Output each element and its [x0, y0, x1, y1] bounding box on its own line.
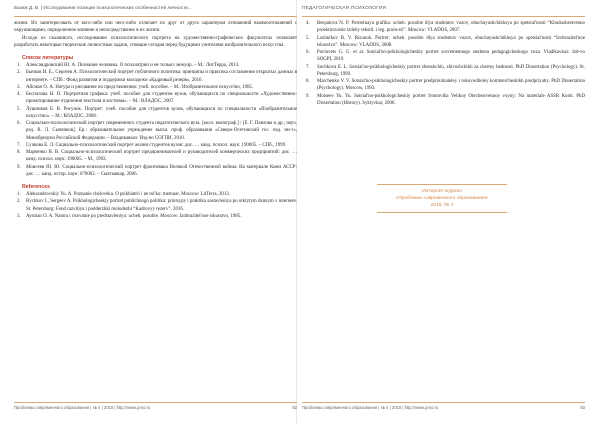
ref-item: 3. Айсман О. А. Натура и рисование по представлению: учеб. пособие. – М.: Изобразительное искусство, 1985.	[17, 84, 254, 90]
left-page-number: 82	[292, 405, 297, 410]
reference-item: 6. Pavlovets G. G. et al. Sotsial'no-psikhologicheskiy portret sovremennogo studenta pedagogicheskogo vuza. Vladikavkaz: Izd-vo SOGPI, 2010.	[306, 50, 585, 63]
references-list-continued	[302, 20, 585, 107]
ref-item: 9. Моисеев Ю. Ю. Социально-психологический портрет фронтовика Великой Отечественной войны: На материале Коми АССР: дис. … канд. истор. наук: 070002. – Сыктывкар, 2006.	[17, 164, 297, 177]
right-page-number: 83	[580, 405, 585, 410]
left-running-header: Базюк Д. В. | Исследование позиции психологических особенностей личности…	[14, 4, 297, 17]
ref-item: 2. Бычков И. Е., Сергеев А. Психологический портрет публичного политика: принципы и практика составления открытых данных в интернете. – СПб.: Фонд развития и поддержки молодежи «Кадровый резерв», 2016.	[17, 70, 297, 83]
right-footer-text: Проблемы современного образования | № 4 | 2018 | http://www.pmo.ru	[302, 405, 439, 410]
right-running-header: ПЕДАГОГИЧЕСКАЯ ПСИХОЛОГИЯ	[302, 4, 585, 17]
reference-item: 5. Lushnikov B. V. Risunok. Portret: ucheb. posobie dlya studentov vuzov, obuchayushchikhsya po spetsial'nosti “Izobrazitel'noe iskusstvo”. Moscow: VLADOS, 2008.	[306, 35, 585, 48]
journal-info-line-1: Интернет-журнал	[422, 189, 462, 194]
journal-info-line-3: 2018, № 4	[430, 203, 454, 208]
intro-paragraph-1: жизни. Их заинтересовать от кого-либо или чего-либо отличает их друг от друга характером отношений взаимоотношений с окружающими, определенное влияние и непосредственно в их жизни.	[14, 21, 297, 34]
reference-item: 8. Marchenko V. V. Sotsial'no-psikhologicheskiy portret predprinimateley i rukovoditeley kommercheskikh predpriyatiy. PhD Dissertation (Psychology). Moscow, 1993.	[306, 79, 585, 92]
ref-item: 7. Сучкова Е. Л. Социально-психологический портрет жизни студентов вузов: дис. … канд. психол. наук: 190005. – СПб., 1999.	[17, 142, 287, 148]
right-footer	[302, 402, 585, 413]
reference-item: 2. Bychkov I., Sergeev A. Psikhologicheskiy portret publichnogo politika: printsypy i praktika sostavleniya po otkrytym dannym v internete. St. Petersburg: Fond razvitiya i podderzhki molodezhi “Kadrovyy rezerv”, 2016.	[17, 199, 297, 212]
right-page	[302, 0, 585, 424]
left-footer	[14, 402, 297, 413]
references-section-title: References	[22, 184, 50, 190]
references-list	[14, 191, 297, 220]
intro-paragraph-2: Исходя из сказанного, исследованию психологического портрета на художественно-графических факультетах позволяет разработать некоторые творческие личностные задачи, стоящие сегодня перед будущими учителями изобразительного искусства.	[14, 35, 297, 48]
ref-item: 8. Марченко В. В. Социально-психологический портрет предпринимателей и руководителей коммерческих предприятий: дис. … канд. психол. наук: 190005. – М., 1993.	[17, 150, 297, 163]
left-page-body	[14, 20, 297, 220]
ref-item: 1. Александровский Ю. А. Познание человека. О психиатрии и не только: мемуар. – М.: ЛитТерра, 2013.	[17, 63, 240, 68]
right-page-body	[302, 20, 585, 107]
journal-info-box	[377, 184, 507, 213]
ref-item: 5. Лушников Б. В. Рисунок. Портрет: учеб. пособие для студентов вузов, обучающихся по специальности «Изобразительное искусство». – М.: ВЛАДОС, 2008.	[17, 106, 297, 119]
reference-item: 3. Aysman O. A. Natura i risovanie po predstavleniyu: ucheb. posobie. Moscow: Izobrazitel'noe iskusstvo, 1985.	[17, 213, 242, 219]
reference-item: 7. Suchkova E. L. Sotsial'no-psikhologicheskiy portret zhenshchin, zhivushchikh za chertoy bednosti. PhD Dissertation (Psychology). St. Petersburg, 1999.	[306, 64, 585, 77]
ref-item: 6. Социально-психологический портрет современного студента педагогического вуза. [колл. монограф.] / [Е. Г. Павлова и др.; науч. ред. В. Л. Сыченков]. Ер.: образовательное учреждение высш. проф. образования «Северо-Осетинский гос. пед. ин-т», Минобрнауки Российской Федерации. – Владикавказ: Изд-во СОГПИ, 2010.	[17, 121, 297, 141]
left-page	[14, 0, 297, 424]
refs-section-title: Список литературы	[22, 55, 74, 61]
reference-item: 1. Aleksandrovskiy Yu. A. Poznanie cheloveka. O psikhiatrii i ne tol'ko: memuar. Moscow: LitTerra, 2013.	[17, 192, 230, 197]
refs-list	[14, 62, 297, 178]
left-footer-text: Проблемы современного образования | № 4 | 2018 | http://www.pmo.ru	[14, 405, 151, 410]
reference-item: 4. Bespalova N. P. Portretnaya grafika: ucheb. posobie dlya studentov vuzov, obuchayushchikhsya po spetsial'nosti “Khudozhestvenno proektirovanie izdeliy tekstil. i leg. prom-sti”. Moscow: VLADOS, 2007.	[306, 21, 585, 34]
ref-item: 4. Беспалова Н. П. Портретная графика: учеб. пособие для студентов вузов, обучающихся по специальности «Художественно-проектирование отделения текстиля и костюма». – М.: ВЛАДОС, 2007.	[17, 92, 297, 105]
journal-info-line-2: «Проблемы современного образования»	[395, 196, 489, 201]
reference-item: 9. Moiseev Yu. Yu. Sotsial'no-psikhologicheskiy portret frontovika Velikoy Otechestvennoy voyny: Na materiale ASSR Komi. PhD Dissertation (History). Syktyvkar, 2006.	[306, 93, 585, 106]
